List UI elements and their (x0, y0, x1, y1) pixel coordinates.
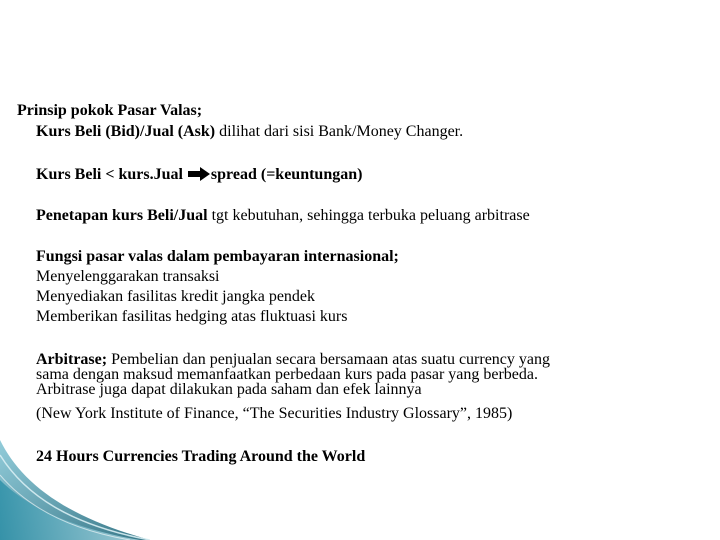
kurs-beli-jual-bold: Kurs Beli (Bid)/Jual (Ask) (36, 123, 216, 140)
spread-left-text: Kurs Beli < kurs.Jual (36, 166, 187, 183)
arbitrase-line: Arbitrase juga dapat dilakukan pada saham dan efek lainnya (36, 381, 422, 398)
24-hours-text: 24 Hours Currencies Trading Around the World (36, 448, 366, 465)
arbitrase-line: sama dengan maksud memanfaatkan perbedaan kurs pada pasar yang berbeda. (36, 366, 539, 383)
fungsi-line: Memberikan fasilitas hedging atas fluktuasi kurs (36, 308, 348, 325)
arbitrase-line: Pembelian dan penjualan secara bersamaan atas suatu currency yang (107, 351, 551, 368)
decorative-swoosh (0, 440, 150, 540)
kurs-beli-jual-rest: dilihat dari sisi Bank/Money Changer. (215, 123, 464, 140)
arbitrase-bold: Arbitrase; (36, 351, 108, 368)
fungsi-line: Menyediakan fasilitas kredit jangka pendek (36, 288, 316, 305)
penetapan-rest: tgt kebutuhan, sehingga terbuka peluang arbitrase (207, 207, 530, 224)
slide-heading: Prinsip pokok Pasar Valas; (17, 102, 203, 119)
spread-right-text: spread (=keuntungan) (210, 166, 363, 183)
penetapan-bold: Penetapan kurs Beli/Jual (36, 207, 208, 224)
citation-text: (New York Institute of Finance, “The Securities Industry Glossary”, 1985) (36, 405, 513, 422)
fungsi-line: Menyelenggarakan transaksi (36, 268, 220, 285)
fungsi-heading: Fungsi pasar valas dalam pembayaran internasional; (36, 248, 399, 265)
right-arrow-icon (187, 166, 211, 182)
